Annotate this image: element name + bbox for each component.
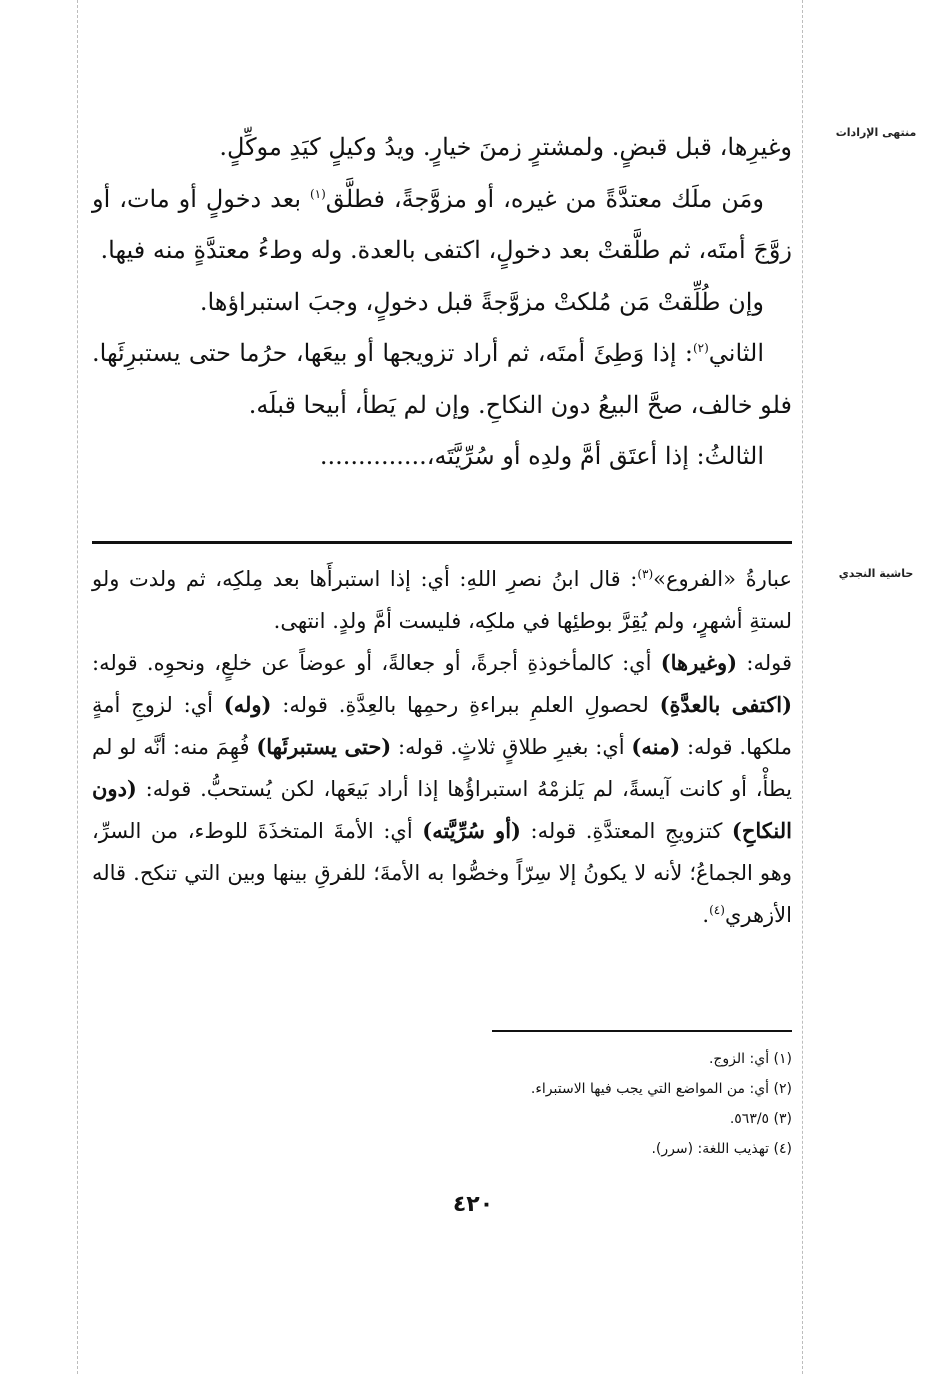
keyword: (وغيرها) xyxy=(660,650,738,675)
footnote-2: (٢) أي: من المواضع التي يجب فيها الاستبراء. xyxy=(530,1081,792,1097)
footnote-separator-rule xyxy=(492,1030,792,1032)
keyword: (اكتفى بالعدَّةِ) xyxy=(659,692,792,717)
margin-label-commentary: حاشية النجدي xyxy=(838,567,914,580)
main-text xyxy=(92,122,792,483)
keyword: (منه) xyxy=(631,734,681,759)
margin-label-main-text: منتهى الإرادات xyxy=(835,126,917,139)
keyword: (دون النكاحِ) xyxy=(92,776,792,843)
footnote-ref-4[interactable]: (٤) xyxy=(709,903,725,917)
keyword: (حتى يستبرئَها) xyxy=(256,734,392,759)
footnotes xyxy=(300,1044,792,1164)
left-dotted-margin-line xyxy=(77,0,78,1374)
commentary-paragraph-2: قوله: (وغيرها) أي: كالمأخوذةِ أجرةً، أو جعالةً، أو عوضاً عن خلعٍ، ونحوِه. قوله: (اكتفى بالعدَّةِ) لحصولِ العلمِ ببراءةِ رحمِها بالعِدَّةِ. قوله: (وله) أي: لزوجِ أمةٍ ملكها. قوله: (منه) أي: بغيرِ طلاقٍ ثلاثٍ. قوله: (حتى يستبرئَها) فُهِمَ منه: أنَّه لو لم يطأْ، أو كانت آيسةً، لم يَلزمْهُ استبراؤُها إذا أراد بَيعَها، لكن يُستحبُّ. قوله: (دون النكاحِ) كتزويجِ المعتدَّةِ. قوله: (أو سُرِّيَّته) أي: الأمةَ المتخذَةَ للوطء، من السرِّ، وهو الجماعُ؛ لأنه لا يكونُ إلا سِرّاً وخصُّوا به الأمةَ؛ للفرقِ بينها وبين التي تنكح. قاله الأزهري$^{(٤)}$. xyxy=(92,650,793,927)
main-paragraph-2: ومَن ملَك معتدَّةً من غيره، أو مزوَّجةً، فطلَّق$^{(١)}$ بعد دخولٍ أو مات، أو زوَّجَ أمتَه، ثم طلَّقتْ بعد دخولٍ، اكتفى بالعدة. وله وطءُ معتدَّةٍ منه فيها. xyxy=(92,184,792,264)
main-paragraph-4: الثاني$^{(٢)}$: إذا وَطِئَ أمتَه، ثم أراد تزويجها أو بيعَها، حرُما حتى يستبرِئَها. فلو خالف، صحَّ البيعُ دون النكاحِ. وإن لم يَطأ، أبيحا قبلَه. xyxy=(92,339,792,419)
footnote-4: (٤) تهذيب اللغة: (سرر). xyxy=(651,1141,792,1157)
commentary-text xyxy=(92,558,792,936)
main-paragraph-5: الثالثُ: إذا أعتَق أمَّ ولدِه أو سُرِّيَّتَه،.............. xyxy=(319,442,764,470)
keyword: (وله) xyxy=(223,692,272,717)
footnote-ref-1[interactable]: (١) xyxy=(309,186,326,201)
main-paragraph-3: وإن طُلِّقتْ مَن مُلكتْ مزوَّجةً قبل دخولٍ، وجبَ استبراؤها. xyxy=(199,287,764,316)
main-paragraph-1: وغيرِها، قبل قبضٍ. ولمشترٍ زمنَ خيارٍ. ويدُ وكيلٍ كيَدِ موكِّلٍ. xyxy=(219,133,792,161)
keyword: (أو سُرِّيَّته) xyxy=(422,818,521,843)
footnote-ref-2[interactable]: (٢) xyxy=(692,341,709,355)
footnote-ref-3[interactable]: (٣) xyxy=(637,567,654,581)
page-number: ٤٢٠ xyxy=(452,1192,494,1217)
commentary-paragraph-1: عبارةُ «الفروع»$^{(٣)}$: قال ابنُ نصرِ اللهِ: أي: إذا استبرأَها بعد مِلكِه، ثم ولدت ولو لستةِ أشهرٍ، ولم يُقِرَّ بوطئِها في ملكِه، فليست أمَّ ولدٍ. انتهى. xyxy=(92,567,792,633)
footnote-3: (٣) ٥٦٣/٥. xyxy=(729,1111,792,1127)
right-dotted-margin-line xyxy=(802,0,803,1374)
footnote-1: (١) أي: الزوج. xyxy=(708,1051,792,1067)
commentary-separator-rule xyxy=(92,541,792,544)
